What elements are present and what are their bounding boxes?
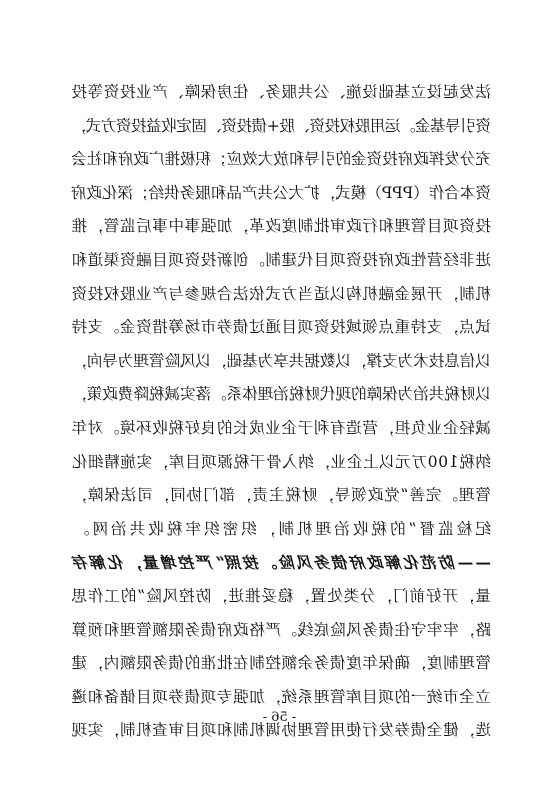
text-line: 管理。完善“党政领导，财税主责，部门协同，司法保障， <box>70 486 491 505</box>
body-text <box>71 76 491 748</box>
text-line: 资引导基金。运用股权投资、股+债投资、固定收益投资方式， <box>71 116 491 135</box>
text-line: 纳税100万元以上企业，纳入骨干税源项目库，实施精细化 <box>71 452 491 471</box>
text-line: 资本合作（PPP）模式，扩大公共产品和服务供给；深化政府 <box>70 183 491 202</box>
text-line: 充分发挥政府投资金的引导和放大效应；积极推广政府和社会 <box>71 150 491 169</box>
section-heading-line: ——防范化解政府债务风险。按照“严控增量，化解存 <box>70 553 491 573</box>
text-line: 立全市统一的项目库管理系统，加强专项债券项目储备和遴 <box>70 687 491 706</box>
text-line: 以信息技术为支撑，以数据共享为基础，以风险管理为导向， <box>71 351 491 370</box>
text-line: 法发起设立基础设施、公共服务、住房保障、产业投资等投 <box>70 83 491 101</box>
text-line: 量，开好前门，分类处置，稳妥推进，防控风险”的工作思 <box>70 586 491 605</box>
text-line: 减轻企业负担，营造有利于企业成长的良好税收环境。对年 <box>70 418 491 437</box>
text-line: 管理制度，确保年度债务余额控制在批准的债务限额内，建 <box>70 654 491 673</box>
text-line: 纪检监督”的税收治理机制，织密织牢税收共治网。 <box>70 519 491 538</box>
text-line: 投资项目管理和行政审批制度改革，加强事中事后监管，推 <box>70 217 491 236</box>
text-line: 选，健全债券发行使用管理协调机制和项目审查机制，实现 <box>70 721 491 740</box>
text-line: 路，牢牢守住债务风险底线。严格政府债务限额管理和预算 <box>70 620 491 639</box>
text-line: 以财税共治为保障的现代财税治理体系。落实减税降费政策， <box>71 385 491 404</box>
text-line: 机制，开展金融机构以适当方式依法合规参与产业股权投资 <box>70 284 491 303</box>
page-number: - 56 - <box>262 710 297 725</box>
text-line: 进非经营性政府投资项目代建制。创新投资项目融资渠道和 <box>70 250 491 269</box>
text-line: 试点，支持重点领域投资项目通过债券市场筹措资金。支持 <box>70 318 491 337</box>
